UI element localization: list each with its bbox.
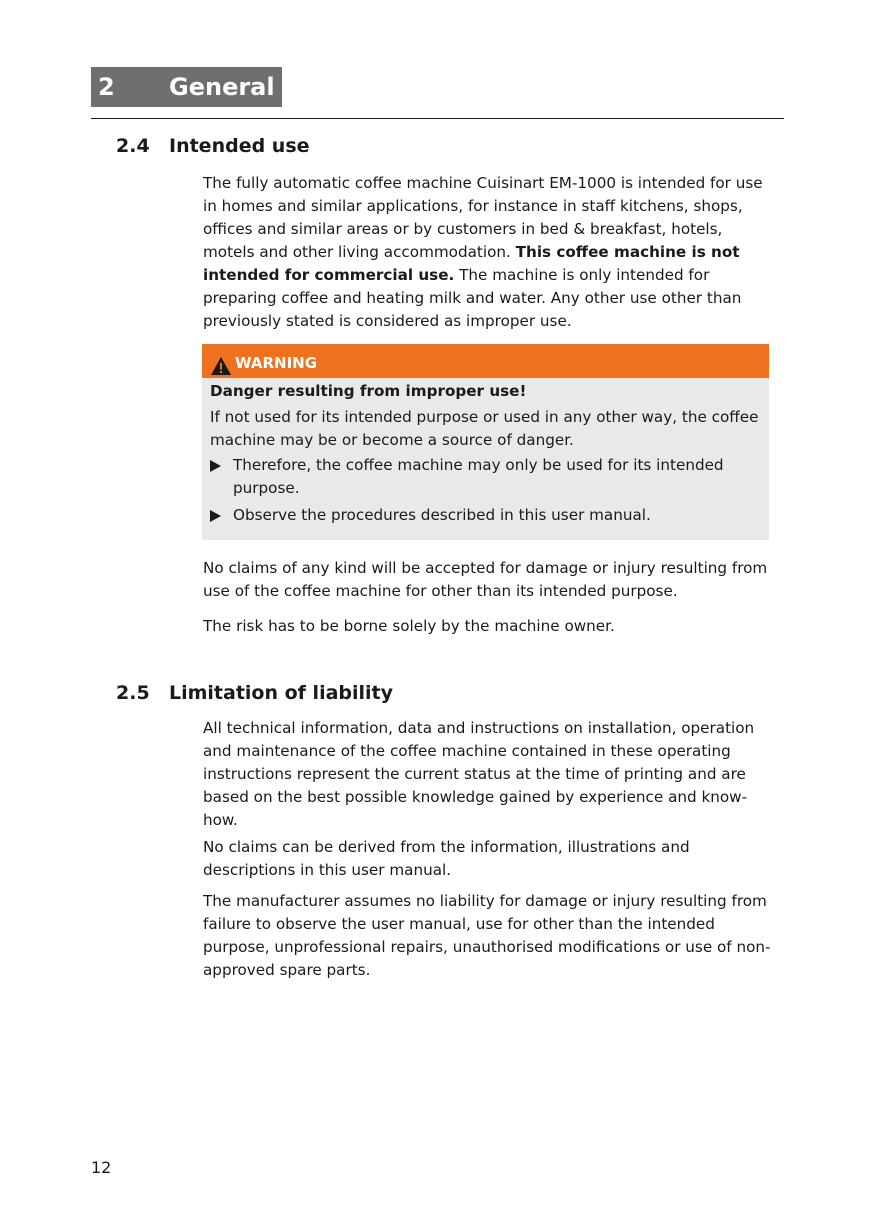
risk-paragraph: The risk has to be borne solely by the machine owner. (203, 617, 615, 635)
no-claims-paragraph: No claims of any kind will be accepted for damage or injury resulting from use of the coffee machine for other than its intended purpose. (203, 559, 768, 600)
intended-use-paragraph (203, 172, 773, 333)
page-number: 12 (91, 1158, 112, 1177)
no-claims-derived-paragraph: No claims can be derived from the information, illustrations and descriptions in this user manual. (203, 838, 690, 879)
warning-title: Danger resulting from improper use! (210, 382, 527, 400)
warning-box (202, 344, 769, 540)
section-title: Limitation of liability (169, 682, 394, 704)
triangle-bullet-icon (210, 510, 221, 522)
warning-instruction-item (210, 504, 765, 527)
intended-use-bold-statement: This coffee machine is not intended for commercial use. (203, 243, 740, 284)
intended-use-text-end: The machine is only intended for preparing coffee and heating milk and water. Any other use other than previously stated is considered as improper use. (203, 266, 742, 330)
warning-instruction-text: Therefore, the coffee machine may only be used for its intended purpose. (233, 456, 724, 497)
warning-header (202, 344, 769, 378)
chapter-number: 2 (98, 73, 115, 101)
technical-information-paragraph: All technical information, data and instructions on installation, operation and maintenance of the coffee machine contained in these operating instructions represent the current status at the time of printing and are based on the best possible knowledge gained by experience and know-how. (203, 719, 755, 829)
warning-triangle-icon (210, 352, 232, 372)
chapter-header (91, 67, 282, 107)
chapter-divider (91, 118, 784, 119)
section-heading-intended-use (0, 133, 874, 159)
warning-instruction-text: Observe the procedures described in this user manual. (233, 506, 651, 524)
section-heading-limitation-of-liability (0, 680, 874, 706)
warning-body (210, 380, 765, 531)
chapter-title: General (169, 73, 275, 101)
section-number: 2.4 (116, 135, 150, 157)
section-number: 2.5 (116, 682, 150, 704)
manufacturer-liability-paragraph: The manufacturer assumes no liability for damage or injury resulting from failure to observe the user manual, use for other than the intended purpose, unprofessional repairs, unauthorised modifications or use of non-approved spare parts. (203, 892, 771, 979)
triangle-bullet-icon (210, 460, 221, 472)
warning-label: WARNING (235, 354, 318, 372)
warning-instructions (210, 454, 765, 527)
warning-instruction-item (210, 454, 765, 500)
warning-text: If not used for its intended purpose or used in any other way, the coffee machine may be or become a source of danger. (210, 408, 759, 449)
section-title: Intended use (169, 135, 310, 157)
intended-use-text-start: The fully automatic coffee machine Cuisinart EM-1000 is intended for use in homes and similar applications, for instance in staff kitchens, shops, offices and similar areas or by customers in bed & breakfast, hotels, motels and other living accommodation. (203, 174, 763, 261)
